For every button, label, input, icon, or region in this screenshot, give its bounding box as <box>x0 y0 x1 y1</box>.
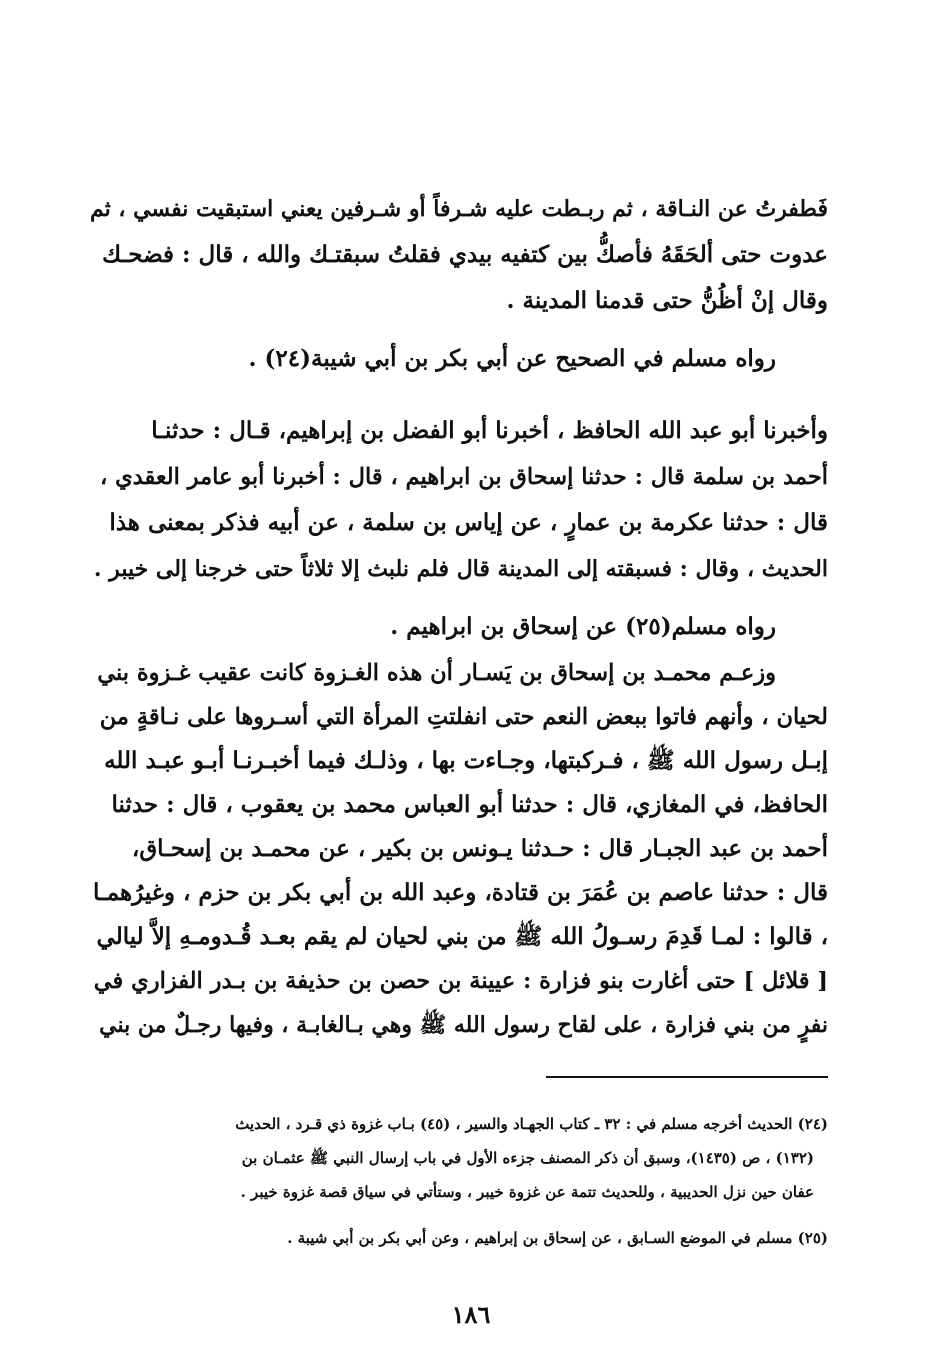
book-page <box>90 0 828 1370</box>
text-line: ، قالوا : لمـا قَدِمَ رسـولُ الله ﷺ من بني لحيان لم يقم بعـد قُـدومـهِ إلاَّ ليالي <box>96 923 828 950</box>
text-line: وقال إنْ أظُنُّ حتى قدمنا المدينة . <box>506 287 828 314</box>
text-line: أحمد بن عبد الجبـار قال : حـدثنا يـونس بن بكير ، عن محمـد بن إسحـاق، <box>131 835 828 862</box>
text-line: أحمد بن سلمة قال : حدثنا إسحاق بن ابراهيم ، قال : أخبرنا أبو عامر العقدي ، <box>99 464 828 490</box>
text-line: قال : حدثنا عكرمة بن عمارٍ ، عن إياس بن سلمة ، عن أبيه فذكر بمعنى هذا <box>109 509 828 536</box>
text-line: الحديث ، وقال : فسبقته إلى المدينة قال فلم نلبث إلا ثلاثاً حتى خرجنا إلى خيبر . <box>93 556 828 582</box>
citation-line: رواه مسلم(٢٥) عن إسحاق بن ابراهيم . <box>390 613 776 640</box>
text-line: وأخبرنا أبو عبد الله الحافظ ، أخبرنا أبو الفضل بن إبراهيم، قـال : حدثنـا <box>151 417 828 444</box>
text-line: لحيان ، وأنهم فاتوا ببعض النعم حتى انفلتتِ المرأة التي أسـروها على نـاقةٍ من <box>99 704 828 730</box>
footnote-line: (٢٤) الحديث أخرجه مسلم في : ٣٢ ـ كتاب الجهـاد والسير ، (٤٥) بـاب غزوة ذي قـرد ، الحديث <box>235 1115 828 1133</box>
text-line: وزعـم محمـد بن إسحاق بن يَسـار أن هذه الغـزوة كانت عقيب غـزوة بني <box>97 660 776 686</box>
text-line: قال : حدثنا عاصم بن عُمَرَ بن قتادة، وعبد الله بن أبي بكر بن حزم ، وغيرُهمـا <box>93 879 828 906</box>
text-line: الحافظ، في المغازي، قال : حدثنا أبو العباس محمد بن يعقوب ، قال : حدثنا <box>111 791 828 818</box>
citation-line: رواه مسلم في الصحيح عن أبي بكر بن أبي شيبة(٢٤) . <box>248 345 776 372</box>
footnote-separator <box>546 1076 828 1078</box>
footnote-line: (١٣٢) ، ص (١٤٣٥)، وسبق أن ذكر المصنف جزءه الأول في باب إرسال النبي ﷺ عثمـان بن <box>241 1149 814 1167</box>
text-line: نفرٍ من بني فزارة ، على لقاح رسول الله ﷺ وهي بـالغابـة ، وفيها رجـلٌ من بني <box>99 1012 828 1038</box>
text-line: إبـل رسول الله ﷺ ، فـركبتها، وجـاءت بها ، وذلـك فيما أخبـرنـا أبـو عبـد الله <box>104 747 828 774</box>
text-line: عدوت حتى ألحَقَهُ فأصكُّ بين كتفيه بيدي فقلتُ سبقتـك والله ، قال : فضحـك <box>102 241 828 268</box>
text-line: [ قلائل ] حتى أغارت بنو فزارة : عيينة بن حصن بن حذيفة بن بـدر الفزاري في <box>93 968 828 994</box>
footnote-line: عفان حين نزل الحديبية ، وللحديث تتمة عن غزوة خيبر ، وستأتي في سياق قصة غزوة خيبر . <box>240 1183 814 1201</box>
page-number: ١٨٦ <box>451 1300 491 1329</box>
text-line: فَطفرتُ عن النـاقة ، ثم ربـطت عليه شـرفاً أو شـرفين يعني استبقيت نفسي ، ثم <box>90 196 828 222</box>
footnote-line: (٢٥) مسلم في الموضع السـابق ، عن إسحاق بن إبراهيم ، وعن أبي بكر بن أبي شيبة . <box>287 1229 828 1247</box>
